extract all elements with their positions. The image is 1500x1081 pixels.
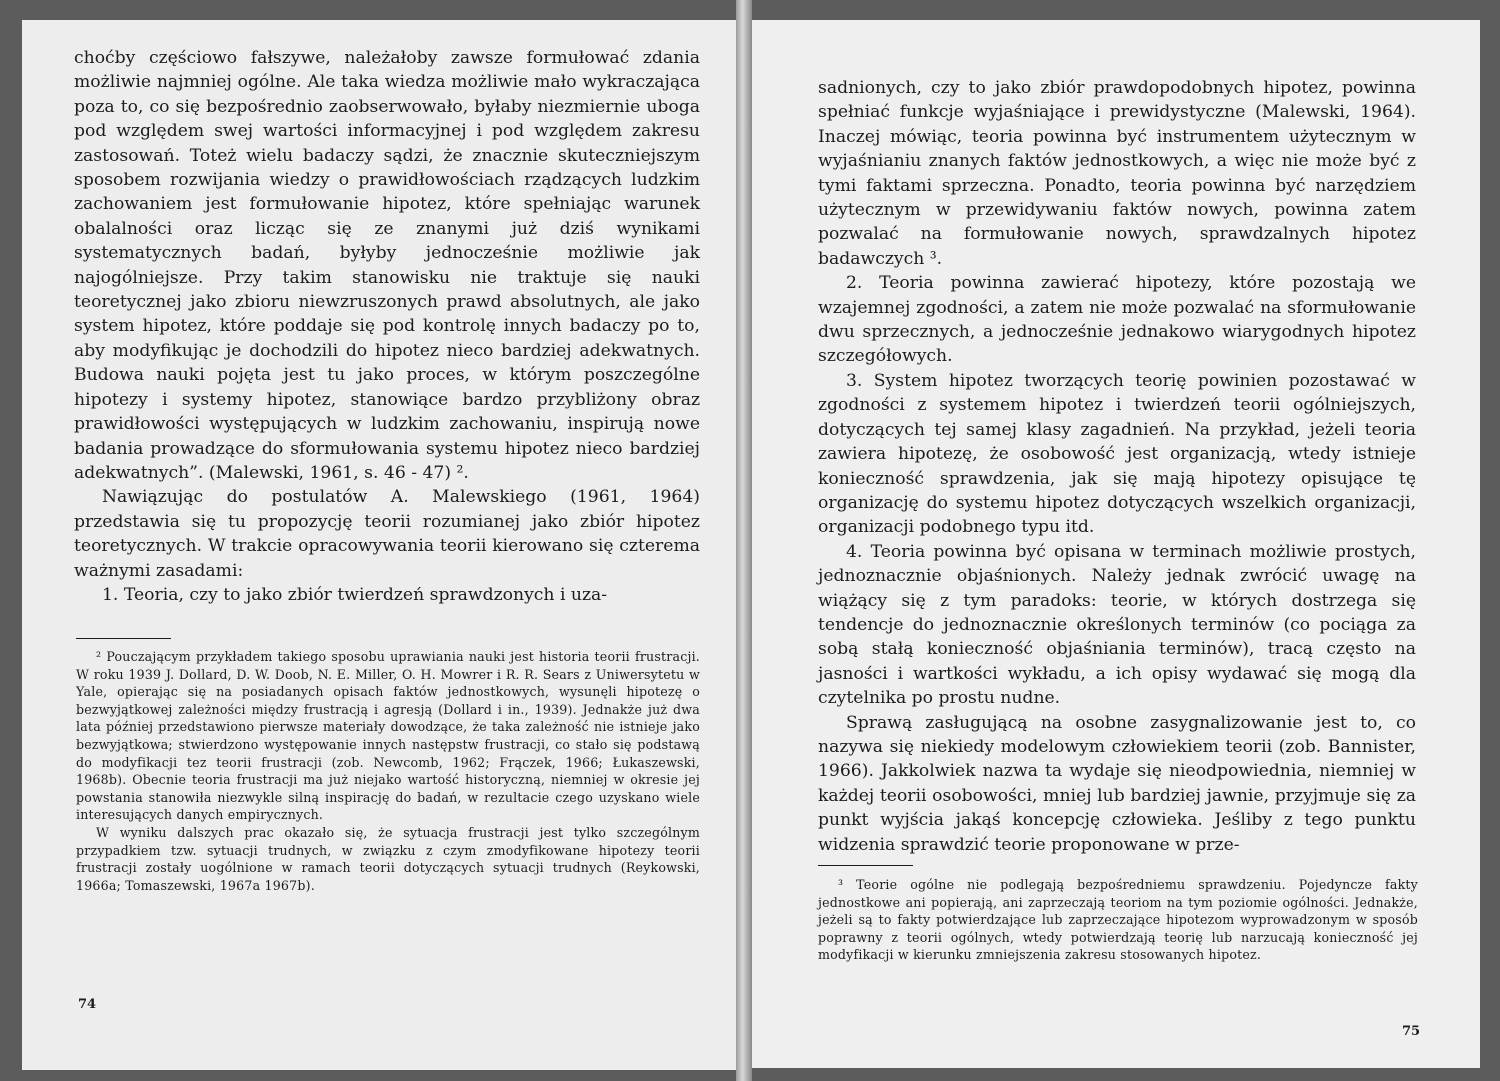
- left-page: [22, 20, 736, 1070]
- footnote-2: ² Pouczającym przykładem takiego sposobu uprawiania nauki jest historia teorii frustracji. W roku 1939 J. Dollard, D. W. Doob, N. E. Miller, O. H. Mowrer i R. R. Sears z Uniwersytetu w Yale, opierając się na posiadanych opisach faktów jednostkowych, wysunęli hipotezę o bezwyjątkowej zależności między frustracją i agresją (Dollard i in., 1939). Jednakże już dwa lata później przedstawiono pierwsze materiały dowodzące, że taka zależność nie istnieje jako bezwyjątkowa; stwierdzono występowanie innych następstw frustracji, co stało się podstawą do modyfikacji tez teorii frustracji (zob. Newcomb, 1962; Frączek, 1966; Łukaszewski, 1968b). Obecnie teoria frustracji ma już niejako wartość historyczną, niemniej w okresie jej powstania stanowiła niezwykle silną inspirację do badań, w rezultacie czego uzyskano wiele interesujących danych empirycznych.: [76, 649, 700, 823]
- right-paragraph-3: 3. System hipotez tworzących teorię powinien pozostawać w zgodności z systemem hipotez i twierdzeń teorii ogólniejszych, dotyczących tej samej klasy zagadnień. Na przykład, jeżeli teoria zawiera hipotezę, że osobowość jest organizacją, wtedy istnieje konieczność sprawdzenia, jak się mają hipotezy opisujące tę organizację do systemu hipotez dotyczących wszelkich organizacji, organizacji podobnego typu itd.: [818, 370, 1416, 538]
- footnote-2-continued: W wyniku dalszych prac okazało się, że sytuacja frustracji jest tylko szczególnym przypadkiem tzw. sytuacji trudnych, w związku z czym zmodyfikowane hipotezy teorii frustracji zostały uogólnione w ramach teorii dotyczących sytuacji trudnych (Reykowski, 1966a; Tomaszewski, 1967a 1967b).: [76, 824, 700, 893]
- left-footnote-rule: [76, 638, 171, 639]
- page-number-left: 74: [78, 997, 97, 1012]
- right-paragraph-2: 2. Teoria powinna zawierać hipotezy, które pozostają we wzajemnej zgodności, a zatem nie może pozwalać na sformułowanie dwu sprzecznych, a jednocześnie jednakowo wiarygodnych hipotez szczegółowych.: [818, 273, 1416, 367]
- right-body-text: [818, 76, 1416, 857]
- footnote-3: ³ Teorie ogólne nie podlegają bezpośredniemu sprawdzeniu. Pojedyncze fakty jednostkowe ani popierają, ani zaprzeczają teoriom na tym poziomie ogólności. Jednakże, jeżeli są to fakty potwierdzające lub zaprzeczające hipotezom wyprowadzonym w sposób poprawny z teorii ogólnych, wtedy potwierdzają teorię lub narzucają konieczność jej modyfikacji w kierunku zmniejszenia zakresu stosowanych hipotez.: [818, 877, 1418, 963]
- left-paragraph-2: Nawiązując do postulatów A. Malewskiego (1961, 1964) przedstawia się tu propozycję teorii rozumianej jako zbiór hipotez teoretycznych. W trakcie opracowywania teorii kierowano się czterema ważnymi zasadami:: [74, 487, 700, 581]
- right-footnote-rule: [818, 865, 913, 866]
- right-paragraph-4: 4. Teoria powinna być opisana w terminach możliwie prostych, jednoznacznie objaśnionych. Należy jednak zwrócić uwagę na wiążący się z tym paradoks: teorie, w których dostrzega się tendencje do jednoznacznie określonych terminów (co pociąga za sobą stałą konieczność objaśniania terminów), tracą często na jasności i wartkości wykładu, a ich opisy wydawać się mogą dla czytelnika po prostu nudne.: [818, 541, 1416, 709]
- right-footnotes: [818, 876, 1418, 964]
- book-gutter: [736, 0, 752, 1081]
- right-page: [752, 20, 1480, 1068]
- left-footnotes: [76, 648, 700, 894]
- left-paragraph-3: 1. Teoria, czy to jako zbiór twierdzeń sprawdzonych i uza-: [102, 584, 608, 605]
- right-paragraph-5: Sprawą zasługującą na osobne zasygnalizowanie jest to, co nazywa się niekiedy modelowym człowiekiem teorii (zob. Bannister, 1966). Jakkolwiek nazwa ta wydaje się nieodpowiednia, niemniej w każdej teorii osobowości, mniej lub bardziej jawnie, przyjmuje się za punkt wyjścia jakąś koncepcję człowieka. Jeśliby z tego punktu widzenia sprawdzić teorie proponowane w prze-: [818, 712, 1416, 855]
- page-number-right: 75: [1402, 1024, 1421, 1039]
- right-paragraph-1: sadnionych, czy to jako zbiór prawdopodobnych hipotez, powinna spełniać funkcje wyjaśniające i prewidystyczne (Malewski, 1964). Inaczej mówiąc, teoria powinna być instrumentem użytecznym w wyjaśnianiu znanych faktów jednostkowych, a więc nie może być z tymi faktami sprzeczna. Ponadto, teoria powinna być narzędziem użytecznym w przewidywaniu faktów nowych, powinna zatem pozwalać na formułowanie nowych, sprawdzalnych hipotez badawczych ³.: [818, 78, 1416, 269]
- left-body-text: [74, 46, 700, 607]
- left-paragraph-1: choćby częściowo fałszywe, należałoby zawsze formułować zdania możliwie najmniej ogólne. Ale taka wiedza możliwie mało wykraczająca poza to, co się bezpośrednio zaobserwowało, byłaby niezmiernie uboga pod względem swej wartości informacyjnej i pod względem zakresu zastosowań. Toteż wielu badaczy sądzi, że znacznie skuteczniejszym sposobem rozwijania wiedzy o prawidłowościach rządzących ludzkim zachowaniem jest formułowanie hipotez, które spełniając warunek obalalności oraz licząc się ze znanymi już dziś wynikami systematycznych badań, byłyby jednocześnie możliwie jak najogólniejsze. Przy takim stanowisku nie traktuje się nauki teoretycznej jako zbioru niewzruszonych prawd absolutnych, ale jako system hipotez, które poddaje się pod kontrolę innych badaczy po to, aby modyfikując je dochodzili do hipotez nieco bardziej adekwatnych. Budowa nauki pojęta jest tu jako proces, w którym poszczególne hipotezy i systemy hipotez, stanowiące bardzo przybliżony obraz prawidłowości występujących w ludzkim zachowaniu, inspirują nowe badania prowadzące do sformułowania systemu hipotez nieco bardziej adekwatnych”. (Malewski, 1961, s. 46 - 47) ².: [74, 48, 700, 483]
